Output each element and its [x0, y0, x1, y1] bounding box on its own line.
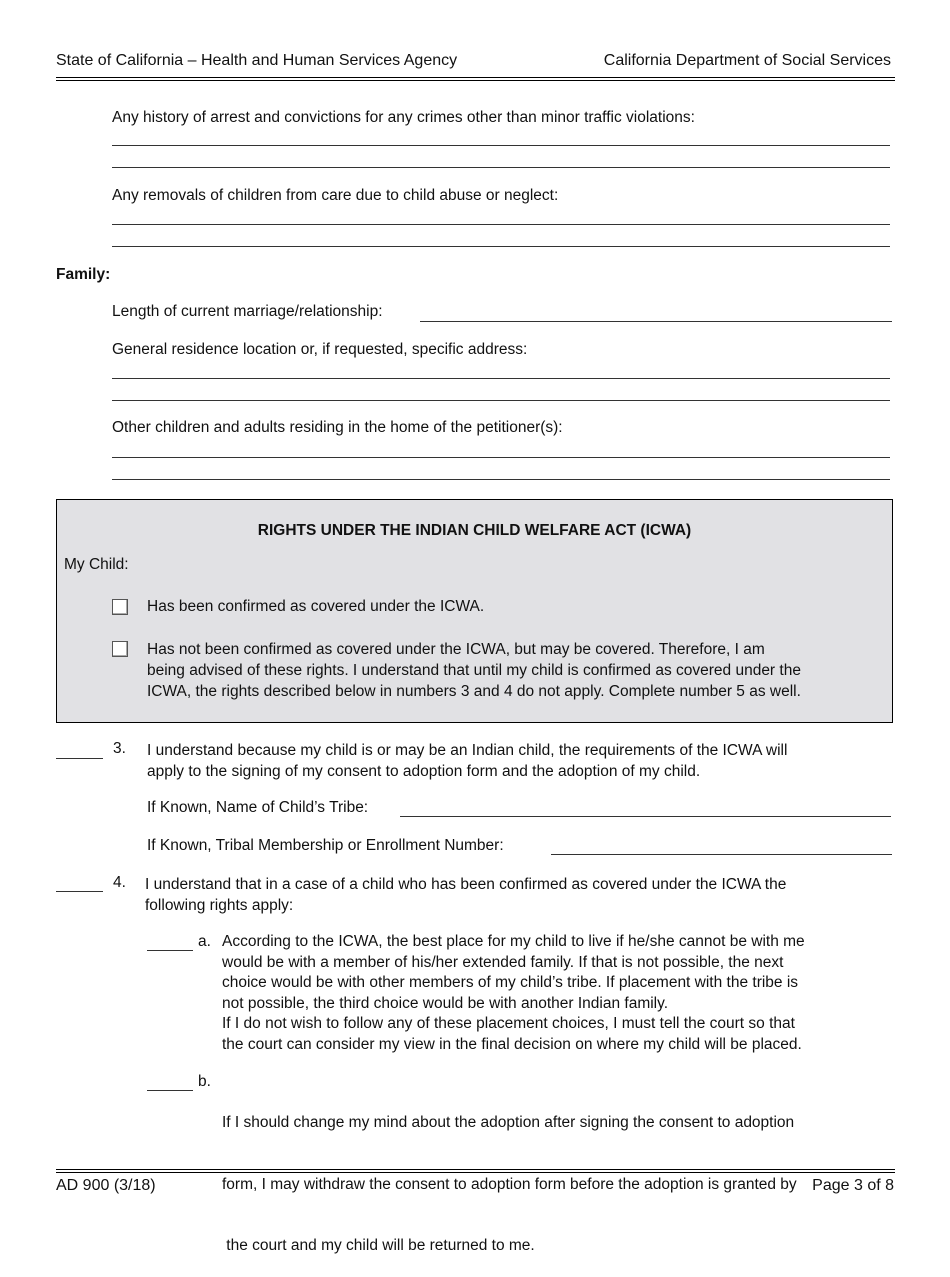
item3-text-line: I understand because my child is or may be an Indian child, the requirements of the ICWA will — [147, 742, 788, 759]
item4b-line: form, I may withdraw the consent to adoption form before the adoption is granted by — [222, 1175, 797, 1193]
others-in-home-line-1[interactable] — [112, 457, 890, 458]
header-department: California Department of Social Services — [603, 52, 891, 69]
confirmed-option-label: Has been confirmed as covered under the ICWA. — [147, 598, 485, 615]
arrest-answer-line-2[interactable] — [112, 167, 890, 168]
not-confirmed-checkbox[interactable] — [112, 641, 128, 657]
item4-text — [145, 874, 890, 916]
item4-number: 4. — [113, 874, 126, 891]
my-child-label: My Child: — [64, 556, 129, 573]
removals-answer-line-1[interactable] — [112, 224, 890, 225]
residence-line-1[interactable] — [112, 378, 890, 379]
header-rule-1 — [56, 77, 895, 78]
header-agency: State of California – Health and Human Services Agency — [56, 52, 458, 69]
header-rule-2 — [56, 80, 895, 81]
item3-text — [147, 740, 892, 782]
item4-text-line: following rights apply: — [145, 897, 294, 914]
item4b-initials-blank[interactable] — [147, 1090, 193, 1091]
removals-question: Any removals of children from care due to child abuse or neglect: — [112, 187, 559, 204]
confirmed-checkbox[interactable] — [112, 599, 128, 615]
residence-line-2[interactable] — [112, 400, 890, 401]
item3-number: 3. — [113, 740, 126, 757]
item4a-line: the court can consider my view in the final decision on where my child will be placed. — [222, 1035, 802, 1053]
item4a-line: not possible, the third choice would be with another Indian family. — [222, 994, 669, 1012]
item4a-line: If I do not wish to follow any of these placement choices, I must tell the court so that — [222, 1015, 795, 1032]
others-in-home-line-2[interactable] — [112, 479, 890, 480]
residence-label: General residence location or, if requested, specific address: — [112, 341, 528, 358]
item4b-line: If I should change my mind about the adoption after signing the consent to adoption — [222, 1114, 795, 1131]
not-confirmed-option-label — [147, 639, 887, 702]
item4-initials-blank[interactable] — [56, 891, 103, 892]
marriage-length-input[interactable] — [420, 321, 892, 322]
arrest-question: Any history of arrest and convictions for any crimes other than minor traffic violations: — [112, 109, 695, 126]
item4a-text — [222, 932, 890, 1055]
item4b-letter: b. — [198, 1073, 211, 1090]
item3-initials-blank[interactable] — [56, 758, 103, 759]
footer-rule-2 — [56, 1172, 895, 1173]
item4a-line: would be with a member of his/her extended family. If that is not possible, the next — [222, 953, 784, 971]
item4a-initials-blank[interactable] — [147, 950, 193, 951]
icwa-rights-box — [56, 499, 893, 723]
icwa-title: RIGHTS UNDER THE INDIAN CHILD WELFARE ACT (ICWA) — [257, 522, 692, 539]
footer-rule-1 — [56, 1169, 895, 1170]
item4b-line: the court and my child will be returned to me. — [222, 1237, 535, 1254]
not-confirmed-line: ICWA, the rights described below in numbers 3 and 4 do not apply. Complete number 5 as well. — [147, 683, 801, 700]
tribe-name-label: If Known, Name of Child’s Tribe: — [147, 799, 369, 816]
item3-text-line: apply to the signing of my consent to adoption form and the adoption of my child. — [147, 763, 701, 780]
item4a-line: choice would be with other members of my child’s tribe. If placement with the tribe is — [222, 974, 799, 991]
marriage-length-label: Length of current marriage/relationship: — [112, 303, 383, 320]
page-number: Page 3 of 8 — [812, 1177, 894, 1194]
family-heading: Family: — [56, 266, 111, 283]
not-confirmed-line: being advised of these rights. I understand that until my child is confirmed as covered under the — [147, 662, 801, 679]
others-in-home-label: Other children and adults residing in the home of the petitioner(s): — [112, 419, 563, 436]
item4-text-line: I understand that in a case of a child who has been confirmed as covered under the ICWA the — [145, 876, 787, 893]
tribe-name-input[interactable] — [400, 816, 891, 817]
item4b-text — [222, 1072, 890, 1277]
item4a-line: According to the ICWA, the best place for my child to live if he/she cannot be with me — [222, 933, 805, 950]
item4a-letter: a. — [198, 933, 211, 950]
not-confirmed-line: Has not been confirmed as covered under the ICWA, but may be covered. Therefore, I am — [147, 641, 765, 658]
tribal-number-label: If Known, Tribal Membership or Enrollment Number: — [147, 837, 504, 854]
arrest-answer-line-1[interactable] — [112, 145, 890, 146]
tribal-number-input[interactable] — [551, 854, 892, 855]
removals-answer-line-2[interactable] — [112, 246, 890, 247]
form-id: AD 900 (3/18) — [56, 1177, 156, 1194]
